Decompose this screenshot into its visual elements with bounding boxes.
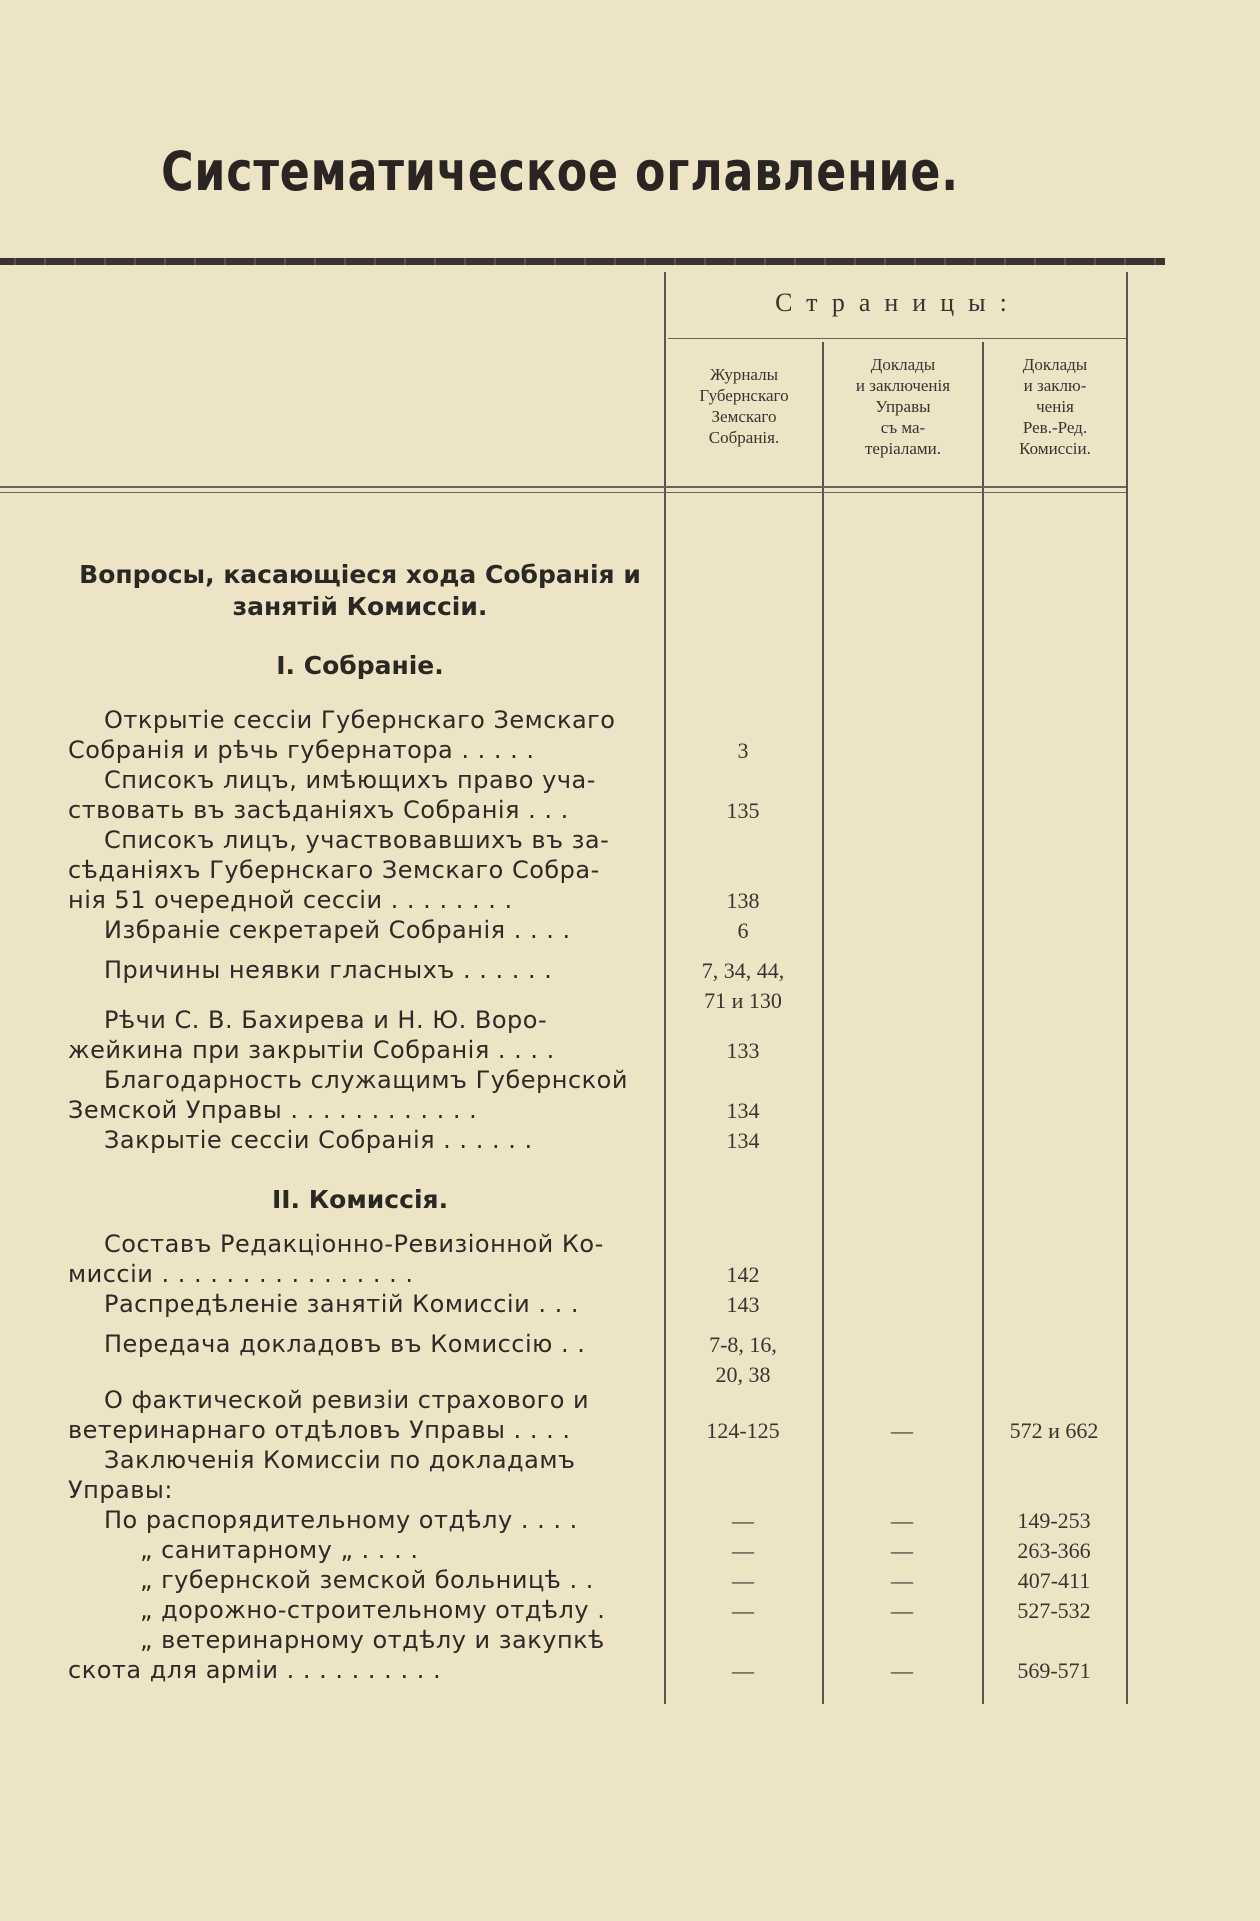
toc-entry	[68, 706, 646, 766]
toc-entry-line: О фактической ревизіи страхового и	[104, 1386, 590, 1414]
toc-entry-line: нія 51 очередной сессіи . . . . . . . .	[68, 885, 513, 914]
toc-entry-line: Распредѣленіе занятій Комиссіи . . .	[104, 1290, 579, 1318]
page-ref-journal: 7-8, 16,	[709, 1332, 777, 1357]
toc-entry-line: Заключенія Комиссіи по докладамъ	[104, 1446, 576, 1474]
page-ref-journal: —	[732, 1657, 754, 1683]
toc-entry	[68, 1330, 646, 1360]
toc-entry-line: Избраніе секретарей Собранія . . . .	[104, 916, 571, 944]
toc-entry-line: Списокъ лицъ, имѣющихъ право уча-	[104, 766, 596, 794]
toc-entry	[68, 1230, 646, 1290]
col-divider-right	[1126, 272, 1128, 1704]
pages-header: Страницы:	[775, 288, 1021, 317]
toc-entry-line: Благодарность служащимъ Губернской	[104, 1066, 628, 1094]
col3-header: Доклады и заклю- ченія Рев.-Ред. Комиссіи.	[1019, 355, 1091, 458]
page-ref-commission: 263-366	[1017, 1538, 1091, 1563]
toc-entry-line: „ дорожно-строительному отдѣлу .	[140, 1596, 606, 1624]
col2-header: Доклады и заключенія Управы съ ма- теріалами.	[855, 355, 951, 458]
page-ref-journal: 124-125	[706, 1417, 780, 1443]
toc-entry	[68, 1626, 646, 1686]
col1-header: Журналы Губернскаго Земскаго Собранія.	[699, 365, 789, 447]
page-ref-journal: 6	[737, 918, 749, 943]
section-heading-sobranie: I. Собраніе.	[276, 651, 444, 680]
toc-entry-line: Земской Управы . . . . . . . . . . . .	[68, 1095, 478, 1124]
page-ref-reports: —	[891, 1657, 913, 1683]
toc-entry	[68, 766, 646, 826]
toc-entry-line: По распорядительному отдѣлу . . . .	[104, 1506, 578, 1534]
page-ref-reports: —	[891, 1417, 913, 1443]
toc-entry	[68, 916, 646, 946]
page-ref-reports: —	[891, 1568, 913, 1593]
toc-entry-line: Рѣчи С. В. Бахирева и Н. Ю. Воро-	[104, 1006, 548, 1034]
toc-entry	[68, 1006, 646, 1066]
toc-entry-line: сѣданіяхъ Губернскаго Земскаго Собра-	[68, 855, 600, 884]
page-title: Систематическое оглавление.	[161, 140, 959, 203]
toc-entry-line: Управы:	[68, 1475, 173, 1504]
toc-entry	[68, 1566, 646, 1596]
toc-entry-line: жейкина при закрытіи Собранія . . . .	[68, 1035, 555, 1064]
page-ref-journal: —	[732, 1508, 754, 1533]
toc-entry	[68, 1506, 646, 1536]
header-rule	[668, 338, 1126, 339]
toc-entry-line: Передача докладовъ въ Комиссію . .	[104, 1330, 586, 1358]
toc-entry	[68, 1446, 646, 1506]
toc-entry-line: „ ветеринарному отдѣлу и закупкѣ	[140, 1626, 605, 1654]
page-ref-journal: 134	[726, 1128, 760, 1153]
toc-entry	[68, 1536, 646, 1566]
title-rule	[0, 258, 1165, 265]
page-ref-commission: 407-411	[1017, 1568, 1091, 1593]
section-main-heading: Вопросы, касающіеся хода Собранія и занятій Комиссіи.	[79, 560, 641, 621]
toc-entry	[68, 1386, 646, 1446]
header-bottom-rule	[0, 486, 1126, 488]
col-divider-2	[822, 342, 824, 1704]
page-ref-reports: —	[891, 1508, 913, 1533]
toc-entry-line: Закрытіе сессіи Собранія . . . . . .	[104, 1126, 533, 1154]
page-ref-commission: 572 и 662	[1009, 1417, 1099, 1443]
toc-entry	[68, 1596, 646, 1626]
page-ref-journal: 7, 34, 44,	[701, 958, 785, 983]
toc-entry	[68, 826, 646, 915]
page-ref-journal: —	[732, 1598, 754, 1623]
page-ref-journal: 71 и 130	[704, 987, 782, 1013]
toc-entry-line: Собранія и рѣчь губернатора . . . . .	[68, 735, 535, 764]
toc-entry-line: ветеринарнаго отдѣловъ Управы . . . .	[68, 1415, 571, 1444]
toc-entry	[68, 1126, 646, 1156]
toc-entry-line: ствовать въ засѣданіяхъ Собранія . . .	[68, 795, 569, 824]
toc-entry-line: Списокъ лицъ, участвовавшихъ въ за-	[104, 826, 610, 854]
page-ref-journal: 135	[726, 797, 760, 823]
page-ref-journal: 142	[726, 1261, 760, 1287]
page-ref-journal: 20, 38	[715, 1361, 771, 1387]
page-ref-reports: —	[891, 1538, 913, 1563]
toc-entry-line: Составъ Редакціонно-Ревизіонной Ко-	[104, 1230, 604, 1258]
toc-entry-line: скота для арміи . . . . . . . . . .	[68, 1655, 442, 1684]
page-ref-commission: 149-253	[1017, 1508, 1091, 1533]
page-ref-commission: 527-532	[1017, 1598, 1091, 1623]
page-ref-commission: 569-571	[1017, 1657, 1091, 1683]
toc-entry-line: Открытіе сессіи Губернскаго Земскаго	[104, 706, 616, 734]
toc-entry-line: миссіи . . . . . . . . . . . . . . . .	[68, 1259, 414, 1288]
section-heading-komissiya: II. Комиссія.	[271, 1185, 449, 1214]
header-bottom-rule-2	[0, 492, 1126, 493]
toc-entry-line: Причины неявки гласныхъ . . . . . .	[104, 956, 553, 984]
toc-entry-line: „ санитарному „ . . . .	[140, 1536, 419, 1564]
page-ref-journal: 133	[726, 1037, 760, 1063]
col-divider-3	[982, 342, 984, 1704]
page-ref-journal: —	[732, 1538, 754, 1563]
page-ref-journal: —	[732, 1568, 754, 1593]
toc-entry	[68, 1066, 646, 1126]
toc-entry	[68, 1290, 646, 1320]
page-ref-journal: 3	[737, 737, 749, 763]
toc-entry-line: „ губернской земской больницѣ . .	[140, 1566, 594, 1594]
page-ref-journal: 143	[726, 1292, 760, 1317]
page-ref-reports: —	[891, 1598, 913, 1623]
page-ref-journal: 138	[726, 887, 760, 913]
toc-entry	[68, 956, 646, 986]
page-ref-journal: 134	[726, 1097, 760, 1123]
